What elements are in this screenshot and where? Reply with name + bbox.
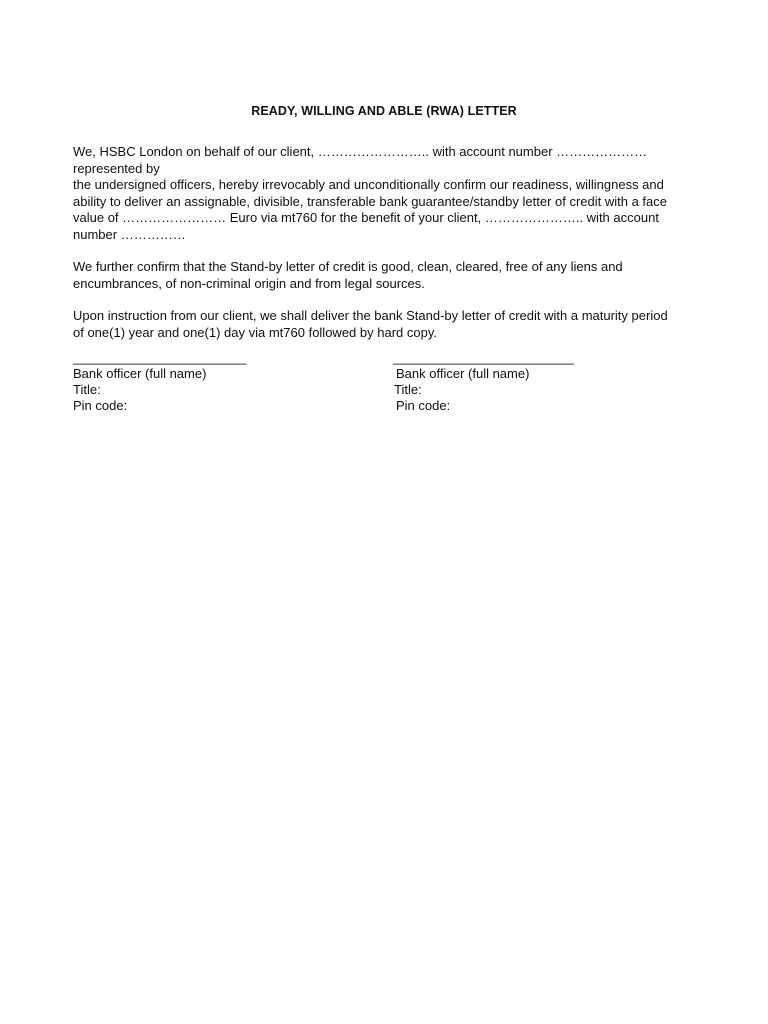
pin-code-label: Pin code:: [396, 398, 451, 413]
bank-officer-label: Bank officer (full name): [396, 366, 530, 381]
paragraph-line: the undersigned officers, hereby irrevocably and unconditionally confirm our readiness, willingness and: [73, 177, 664, 192]
signature-block-left: [73, 350, 247, 414]
paragraph-line: encumbrances, of non-criminal origin and from legal sources.: [73, 275, 425, 291]
paragraph-standby-status: [73, 259, 701, 292]
pin-code-label: Pin code:: [73, 398, 128, 413]
paragraph-line: We further confirm that the Stand-by letter of credit is good, clean, cleared, free of any liens and: [73, 259, 623, 274]
paragraph-line: Upon instruction from our client, we shall deliver the bank Stand-by letter of credit with a maturity period: [73, 308, 668, 323]
bank-officer-label: Bank officer (full name): [73, 366, 207, 381]
paragraph-line: of one(1) year and one(1) day via mt760 followed by hard copy.: [73, 324, 437, 340]
title-label: Title:: [73, 382, 101, 397]
paragraph-confirmation: [73, 144, 701, 243]
letter-body: [73, 144, 701, 357]
title-label: Title:: [394, 382, 422, 397]
paragraph-line: number ……………: [73, 226, 186, 242]
paragraph-line: ability to deliver an assignable, divisible, transferable bank guarantee/standby letter of credit with a face: [73, 193, 668, 209]
signature-line: _________________________: [393, 350, 574, 365]
document-title: READY, WILLING AND ABLE (RWA) LETTER: [251, 104, 517, 118]
signature-line: ________________________: [73, 350, 247, 365]
paragraph-line: value of …………………… Euro via mt760 for the benefit of your client, ………………….. with account: [73, 210, 659, 225]
signature-block-right: [393, 350, 574, 414]
paragraph-line: We, HSBC London on behalf of our client, …………………….. with account number ………………… represented by: [73, 144, 648, 176]
paragraph-delivery: [73, 308, 701, 341]
